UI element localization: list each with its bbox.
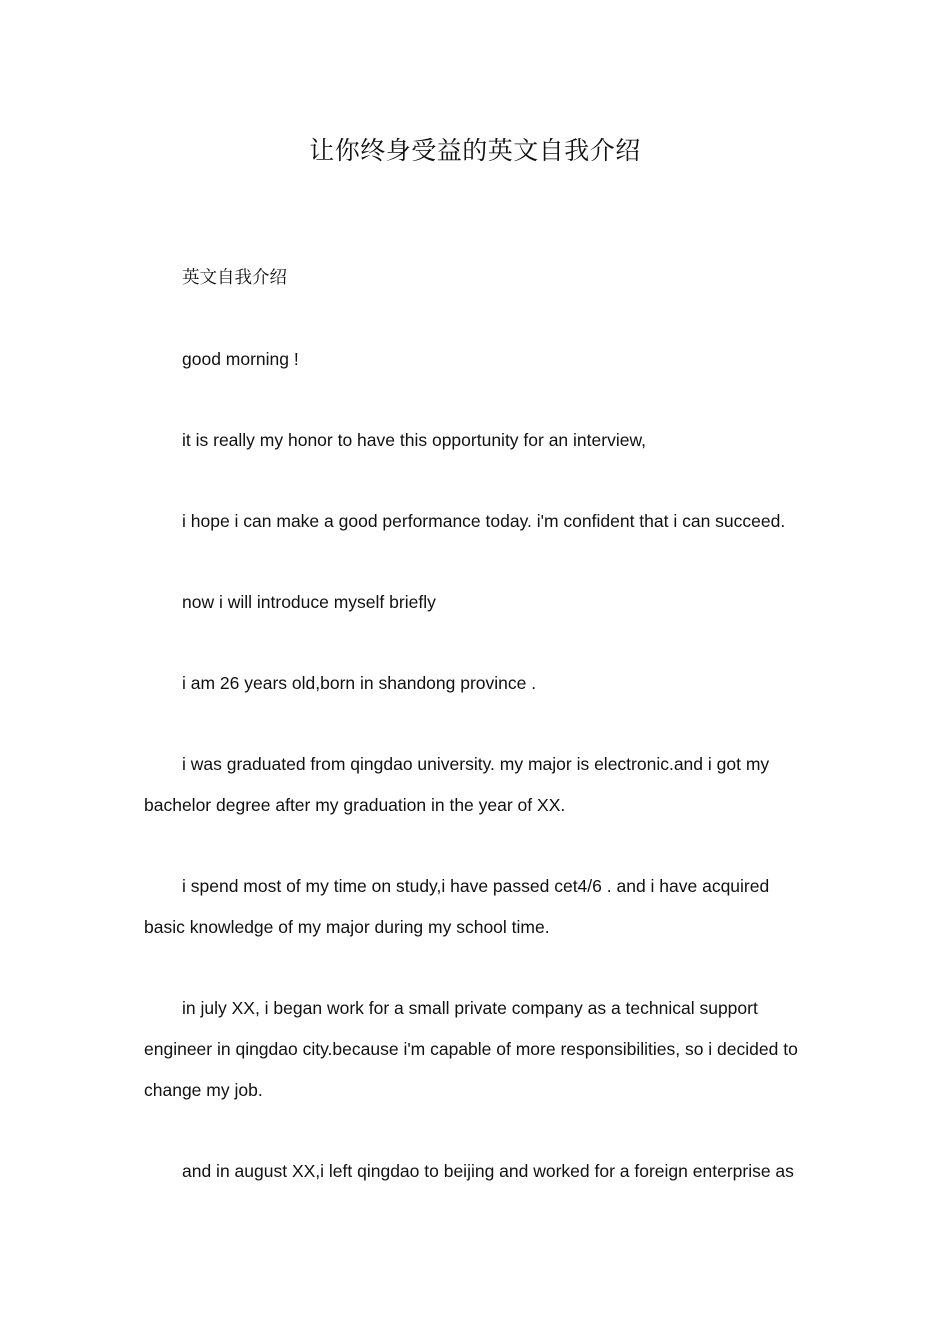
document-body <box>144 258 806 1232</box>
section-heading: 英文自我介绍 <box>182 268 287 288</box>
paragraph-age: i am 26 years old,born in shandong province . <box>182 673 537 693</box>
paragraph-confidence: i hope i can make a good performance today. i'm confident that i can succeed. <box>182 511 786 531</box>
document-title: 让你终身受益的英文自我介绍 <box>309 136 641 165</box>
paragraph-intro: now i will introduce myself briefly <box>182 592 436 612</box>
paragraph-greeting: good morning ! <box>182 349 299 369</box>
paragraph-honor: it is really my honor to have this opportunity for an interview, <box>182 430 646 450</box>
paragraph-education: i was graduated from qingdao university. my major is electronic.and i got my bachelor degree after my graduation in the year of XX. <box>144 754 770 815</box>
paragraph-beijing: and in august XX,i left qingdao to beijing and worked for a foreign enterprise as <box>182 1161 794 1181</box>
paragraph-first-job: in july XX, i began work for a small private company as a technical support engineer in qingdao city.because i'm capable of more responsibilities, so i decided to change my job. <box>144 998 798 1100</box>
paragraph-study: i spend most of my time on study,i have passed cet4/6 . and i have acquired basic knowledge of my major during my school time. <box>144 876 770 937</box>
